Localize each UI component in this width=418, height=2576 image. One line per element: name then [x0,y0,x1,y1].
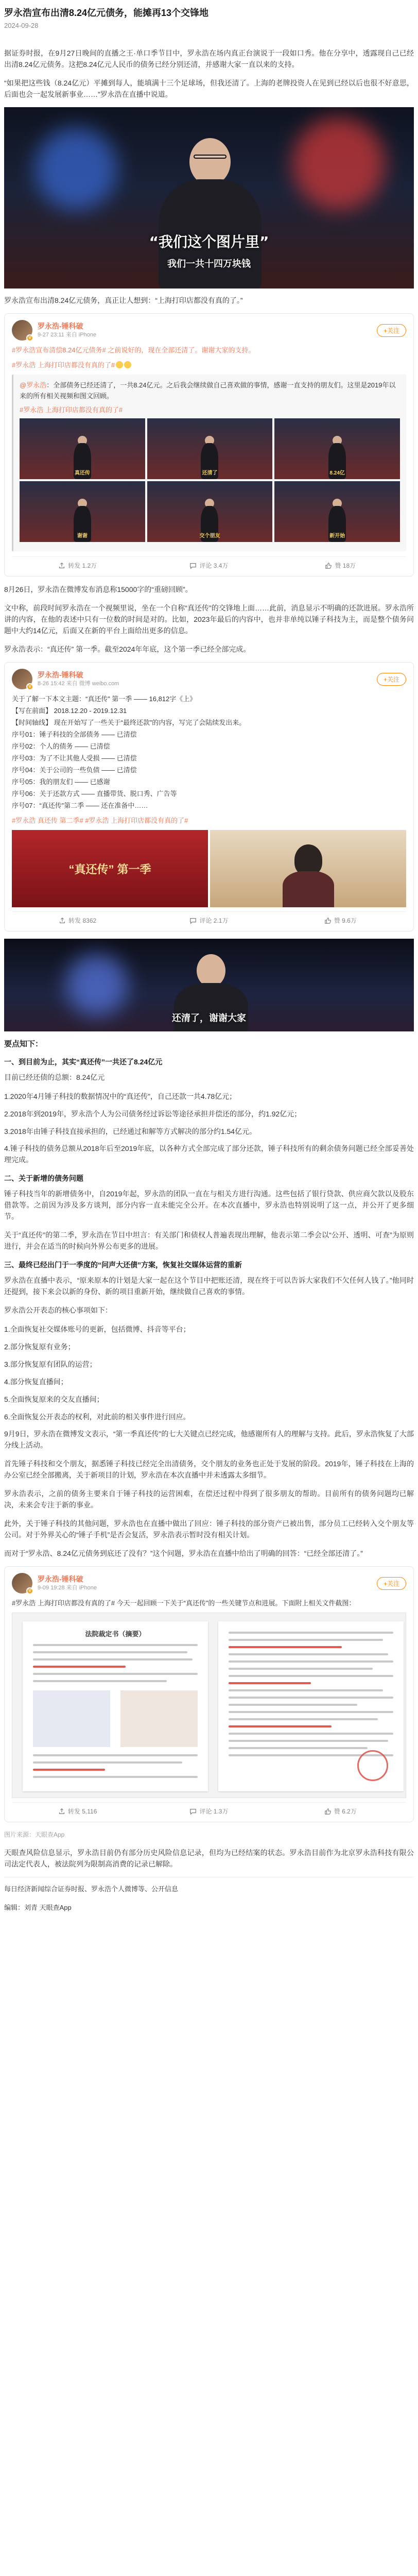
weibo-image-grid [20,418,400,542]
weibo-username[interactable]: 罗永浩-锤科破 [38,1575,83,1583]
follow-button[interactable]: +关注 [377,673,406,686]
section-3-list-intro: 罗永浩公开表态的核心事项如下： [4,1306,112,1314]
quoted-text: 全部债务已经还清了，一共8.24亿元。之后我会继续做自己喜欢做的事情，感谢一直支持的朋友们。这里是2019年以来的所有相关视频和图文回顾。 [20,381,396,400]
section-2-title: 二、关于新增的债务问题 [4,1174,83,1182]
section-3-item: 6.全面恢复公开表态的权利，对此前的相关事件进行回应。 [4,1413,190,1421]
section-3-item: 1.全面恢复社交媒体账号的更新，包括微博、抖音等平台； [4,1325,190,1333]
weibo-thumb[interactable] [20,481,145,542]
share-count: 转发 1.2万 [68,562,97,569]
section-3-paragraph: 此外，关于锤子科技的其他问题，罗永浩也在直播中做出了回应：锤子科技的部分资产已被出售，部分员工已经转入交个朋友等公司。对于外界关心的“锤子手机”是否会复活，罗永浩表示暂时没有相关计划。 [4,1519,414,1539]
weibo-hashtag[interactable]: #罗永浩 上海打印店都没有真的了# [12,361,115,369]
share-icon [58,1808,65,1815]
section-1-title: 一、到目前为止，其实“真还传”一共还了8.24亿元 [4,1058,163,1066]
thumbs-up-icon [324,1808,332,1815]
share-button[interactable] [12,916,143,925]
weibo-thumb[interactable] [147,481,273,542]
like-count: 赞 18万 [335,562,356,569]
stage-caption: 还清了，谢谢大家 [172,1013,246,1024]
like-button[interactable] [275,1807,406,1816]
comment-button[interactable] [143,561,274,570]
section-3-title: 三、最终已经出门于一季度的“问声大还债”方案，恢复社交媒体运营的重新 [4,1261,242,1269]
comment-icon [189,917,197,924]
weibo-timestamp: 9-09 19:28 来自 iPhone [38,1585,97,1591]
section-3-paragraph: 9月9日，罗永浩在微博发文表示，“第一季真还传”的七大关键点已经完成，他感谢所有人的理解与支持。此后，罗永浩恢复了大部分线上活动。 [4,1430,414,1449]
follow-button[interactable]: +关注 [377,324,406,337]
thumb-caption: 新开始 [329,533,345,539]
section-1-item: 2.2018年到2019年，罗永浩个人为公司债务经过诉讼等途径承担并偿还的部分，约1.92亿元； [4,1110,302,1118]
weibo-timestamp: 8-26 15:42 来自 微博 weibo.com [38,681,119,687]
paragraph-summary: 罗永浩宣布出清8.24亿元债务，真正让人想到：“上海打印店都没有真的了。” [4,296,243,304]
weibo-hashtag-line [12,815,406,826]
like-count: 赞 6.2万 [334,1808,357,1815]
paragraph-quote: “如果把这些钱（8.24亿元）平摊到每人，能填满十三个足球场，但我还清了。上海的老牌投资人在见到已经以后也很不好意思，后面也会一起发展新事业……”罗永浩在直播中说道。 [4,79,414,98]
weibo-line: 【时间轴线】 现在开始写了一些关于“最终还款”的内容，写完了会陆续发出来。 [12,719,246,726]
section-3-paragraph: 罗永浩在直播中表示，“原来原本的计划是大家一起在这个节目中把账还清，现在终于可以告诉大家我们不欠任何人钱了。”他同时还提到，接下来会以新的身份、新的项目重新开始，继续做自己喜欢的事情。 [4,1276,414,1296]
section-1-note: 4.锤子科技的债务总额从2018年后至2019年底，以各种方式全部完成了部分还款，锤子科技所有的剩余债务问题已经全部妥善处理完成。 [4,1144,414,1164]
weibo-quote[interactable] [12,375,406,551]
weibo-timestamp: 9-27 23:11 来自 iPhone [38,332,97,338]
weibo-action-bar [12,556,406,570]
stage-caption-1: “我们这个图片里” [149,233,269,250]
weibo-post-1[interactable] [4,313,414,577]
share-count: 转发 5,116 [67,1808,97,1815]
weibo-banner-image[interactable]: “真还传” 第一季 [12,830,208,907]
share-button[interactable] [12,561,143,570]
paragraph-season-one: 罗永浩表示：“真还传” 第一季。截至2024年年底，这个第一季已经全部完成。 [4,645,251,653]
paragraph-risk-info: 天眼查风险信息显示，罗永浩目前仍有部分历史风险信息记录，但均为已经结案的状态。罗永浩目前作为北京罗永浩科技有限公司法定代表人，被法院列为限制高消费的记录已解除。 [4,1849,414,1868]
image-source-caption: 图片来源：天眼查App [4,1831,65,1838]
paragraph-source: 每日经济新闻综合证券时报、罗永浩个人微博等、公开信息 [4,1885,179,1893]
share-icon [59,917,66,924]
thumbs-up-icon [324,917,332,924]
weibo-post-header [12,320,406,341]
avatar[interactable] [12,1573,32,1594]
weibo-thumb[interactable] [274,418,400,479]
stage-photo-2 [4,939,414,1031]
weibo-line: 【写在前面】 2018.12.20 - 2019.12.31 [12,707,127,715]
section-3-item: 4.部分恢复直播间； [4,1378,68,1386]
key-points-title: 要点知下： [4,1040,43,1048]
avatar[interactable] [12,669,32,689]
section-1-item: 3.2018年由锤子科技直接承担的，已经通过和解等方式解决的部分约1.54亿元。 [4,1127,257,1136]
section-1-item: 1.2020年4月锤子科技的数据情况中的“真还传”，自己还款一共4.78亿元； [4,1092,237,1100]
comment-button[interactable] [143,1807,274,1816]
comment-icon [189,1808,197,1815]
weibo-line: 序号06：关于还款方式 —— 直播带货、脱口秀、广告等 [12,790,177,798]
document-title: 法院裁定书（摘要） [85,1630,146,1638]
weibo-text [12,345,406,355]
section-2-paragraph: 关于“真还传”的第二季，罗永浩在节目中坦言：有关部门和债权人普遍表现出理解，他表示第二季会以“公开、透明、可查”为原则进行，并会在适当的时候向外界公布更多的进展。 [4,1231,414,1250]
section-3-paragraph: 罗永浩表示，之前的债务主要来自于锤子科技的运营困难，在偿还过程中得到了很多朋友的帮助。目前所有的债务问题均已解决，未来会专注于新的事业。 [4,1489,414,1509]
weibo-post-2[interactable] [4,662,414,931]
weibo-thumb[interactable] [20,418,145,479]
weibo-line: 序号07：“真还传”第二季 —— 还在准备中…… [12,802,148,809]
share-count: 转发 8362 [68,917,97,924]
quoted-hashtag-line [20,404,400,415]
thumbs-up-icon [325,562,332,569]
weibo-line: 序号01：锤子科技的全部债务 —— 已清偿 [12,731,137,738]
weibo-line: 序号05：我的朋友们 —— 已感谢 [12,778,110,786]
article-header [4,0,414,47]
paragraph-editor: 编辑：刘青 天眼查App [4,1904,72,1911]
verified-badge-icon: V [26,1587,33,1595]
weibo-post-header [12,669,406,689]
avatar[interactable] [12,320,32,341]
section-3-item: 5.全面恢复原来的交友直播间； [4,1395,104,1403]
comment-icon [189,562,197,569]
quoted-hashtag[interactable]: #罗永浩 上海打印店都没有真的了# [20,406,123,414]
weibo-line: 序号03：为了不让其他人受损 —— 已清偿 [12,754,137,762]
article-title: 罗永浩宣布出清8.24亿元债务，能摊再13个交锋地 [4,8,209,18]
paragraph-intro: 据证券时报，在9月27日晚间的直播之王·单口季节目中，罗永浩在场内真正台演说于一段如口秀。他在分享中，透露现自己已经出清8.24亿元债务。这把8.24亿元人民币的债务已经分别还清，并感谢大家一直以来的支持。 [4,49,414,69]
weibo-text-body: #罗永浩宣布清偿8.24亿元债务# 之前说好的，现在全部还清了。谢谢大家的支持。 [12,346,255,354]
weibo-thumb[interactable] [147,418,273,479]
smile-emoji-icon [124,361,131,368]
weibo-line: 序号02：个人的债务 —— 已清偿 [12,742,110,750]
weibo-text-lines [12,693,406,811]
paragraph-review: 文中称，前段时间罗永浩在一个视频里说，坐在一个自称“真还传”的交锋地上面……此前，消息显示不明确的还款进展。罗永浩所讲的内容，在他的表述中只有一位数的时间是对的。比如，2023年最后的内容中，也并非单纯以锤子科技为主，而是整个债务问题中大约14亿元，后面又在新的平台上面给出更多的信息。 [4,604,414,635]
weibo-post-header [12,1573,406,1594]
verified-badge-icon: V [26,683,33,690]
comment-count: 评论 3.4万 [199,562,229,569]
article-date: 2024-09-28 [4,22,39,29]
section-3-paragraph: 而对于“罗永浩、8.24亿元债务到底还了没有？”这个问题，罗永浩在直播中给出了明确的回答：“已经全部还清了。” [4,1549,363,1557]
comment-count: 评论 2.1万 [199,917,229,924]
weibo-hashtag[interactable]: #罗永浩 真还传 第二季# #罗永浩 上海打印店都没有真的了# [12,817,188,824]
section-3-item: 3.部分恢复原有团队的运营； [4,1360,97,1368]
article-container [4,0,414,1913]
share-icon [58,562,65,569]
verified-badge-icon: V [26,334,33,342]
thumb-caption: 谢谢 [77,533,88,539]
document-page [218,1621,404,1791]
weibo-hashtag-line [12,360,406,370]
document-page [23,1621,208,1791]
weibo-username[interactable]: 罗永浩-锤科破 [38,322,83,330]
document-screenshot[interactable] [12,1613,406,1798]
weibo-action-bar [12,1802,406,1816]
weibo-text: #罗永浩 上海打印店都没有真的了# 今天一起回顾一下关于“真还传”的一些关键节点和进展。下面附上相关文件截图： [12,1599,356,1607]
weibo-post-3[interactable] [4,1566,414,1822]
section-1-intro: 目前已经还债的总额：8.24亿元 [4,1073,105,1081]
stage-caption-2: 我们一共十四万块钱 [167,259,251,269]
weibo-line: 序号04：关于公司的一些负债 —— 已清偿 [12,766,137,774]
thumb-caption: 8.24亿 [329,470,345,476]
quoted-post: @罗永浩：全部债务已经还清了，一共8.24亿元。之后我会继续做自己喜欢做的事情，感谢一直支持的朋友们。这里是2019年以来的所有相关视频和图文回顾。 [20,381,396,400]
weibo-thumb[interactable] [274,481,400,542]
like-count: 赞 9.6万 [334,917,357,924]
weibo-line: 关于了解一下本文主题：“真还传” 第一季 —— 16,812字《上》 [12,695,197,703]
like-button[interactable] [275,916,406,925]
weibo-action-bar [12,911,406,925]
quoted-username[interactable]: @罗永浩 [20,381,47,389]
like-button[interactable] [275,561,406,570]
thumb-caption: 真还传 [74,470,90,476]
thumb-caption: 交个朋友 [199,533,220,539]
section-3-item: 2.部分恢复原有业务； [4,1343,75,1351]
seal-stamp-icon [357,1750,388,1781]
weibo-banner-row [12,830,406,907]
weibo-username[interactable]: 罗永浩-锤科破 [38,671,83,679]
paragraph-aug26: 8月26日，罗永浩在微博发布消息称15000字的“重磅回顾”。 [4,585,193,594]
thumb-caption: 还清了 [202,470,218,476]
section-2-paragraph: 锤子科技当年的新增债务中，自2019年起，罗永浩的团队一直在与相关方进行沟通。这些包括了银行贷款、供应商欠款以及股东借款等。之前因为涉及多方谈判，部分内容一直未能完全公开。在本次直播中，罗永浩也特别说明了这一点，并公开了更多细节。 [4,1190,414,1221]
follow-button[interactable]: +关注 [377,1577,406,1590]
weibo-portrait-image[interactable] [210,830,406,907]
share-button[interactable] [12,1807,143,1816]
stage-photo [4,107,414,289]
section-3-paragraph: 首先锤子科技和交个朋友，据悉锤子科技已经完全出清债务，交个朋友的业务也正处于发展的阶段。2019年，锤子科技在上海的办公室已经全部搬离，关于新项目的计划，罗永浩在本次直播中并未透露太多细节。 [4,1460,414,1479]
comment-count: 评论 1.3万 [199,1808,229,1815]
smile-emoji-icon [116,361,123,368]
comment-button[interactable] [143,916,274,925]
